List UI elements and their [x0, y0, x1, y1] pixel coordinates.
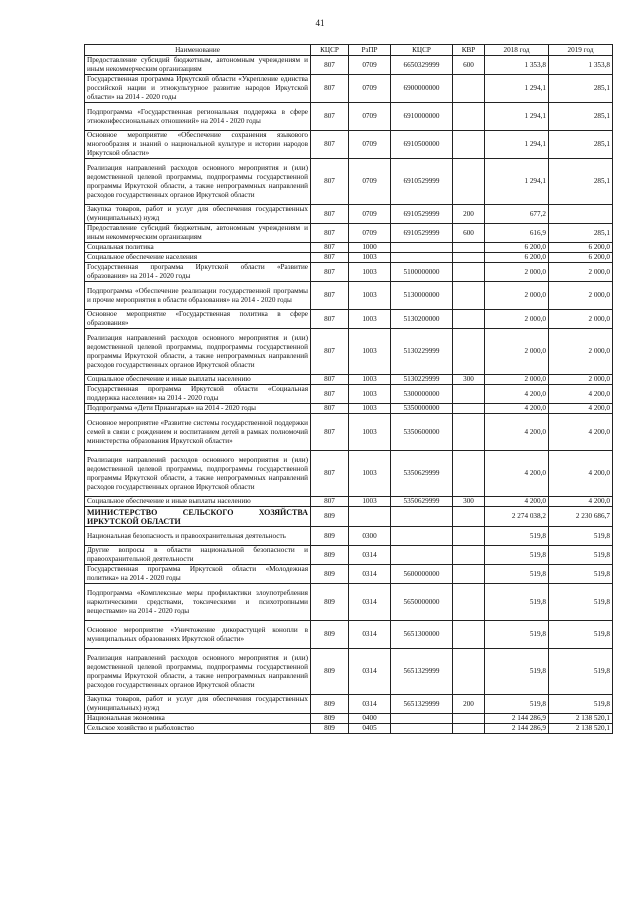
row-kvr — [453, 103, 485, 131]
row-2018-amount: 1 294,1 — [485, 103, 549, 131]
row-name: Подпрограмма «Обеспечение реализации государственной программы и прочие мероприятия в области образования» на 2014 - 2020 годы — [85, 282, 311, 310]
row-2018-amount: 2 000,0 — [485, 282, 549, 310]
page-number: 41 — [315, 18, 325, 28]
row-2019-amount: 519,8 — [549, 621, 613, 649]
row-rzpr: 0314 — [349, 546, 391, 565]
column-header-rzpr: РзПР — [349, 45, 391, 56]
row-name: Подпрограмма «Комплексные меры профилактики злоупотребления наркотическими средствами, токсическими и психотропными веществами» на 2014 - 2020 годы — [85, 584, 311, 621]
row-csr: 5300000000 — [391, 385, 453, 404]
row-csr: 6910500000 — [391, 131, 453, 159]
row-2019-amount: 6 200,0 — [549, 243, 613, 253]
row-kvr: 600 — [453, 224, 485, 243]
table-row — [85, 103, 613, 131]
row-kvr — [453, 404, 485, 414]
row-csr: 5650000000 — [391, 584, 453, 621]
row-rzpr: 0709 — [349, 75, 391, 103]
table-row — [85, 695, 613, 714]
row-kcsr: 807 — [311, 263, 349, 282]
row-2018-amount: 6 200,0 — [485, 253, 549, 263]
row-name: Государственная программа Иркутской области «Социальная поддержка населения» на 2014 - 2020 годы — [85, 385, 311, 404]
row-name: Реализация направлений расходов основного мероприятия и (или) ведомственной целевой программы, подпрограммы государственной программы Иркутской области, а также непрограммных направлений расходов государственных органов Иркутской области — [85, 451, 311, 497]
table-row — [85, 75, 613, 103]
row-csr: 5651329999 — [391, 649, 453, 695]
row-kvr — [453, 507, 485, 527]
row-rzpr: 0400 — [349, 714, 391, 724]
row-rzpr — [349, 507, 391, 527]
row-rzpr: 0709 — [349, 205, 391, 224]
row-kcsr: 807 — [311, 243, 349, 253]
row-kcsr: 809 — [311, 527, 349, 546]
row-kvr — [453, 621, 485, 649]
row-kcsr: 809 — [311, 714, 349, 724]
row-rzpr: 1003 — [349, 385, 391, 404]
row-kcsr: 809 — [311, 584, 349, 621]
row-2018-amount: 519,8 — [485, 695, 549, 714]
row-kvr: 200 — [453, 205, 485, 224]
row-2019-amount: 4 200,0 — [549, 404, 613, 414]
table-row — [85, 565, 613, 584]
row-rzpr: 0314 — [349, 695, 391, 714]
row-2018-amount: 4 200,0 — [485, 385, 549, 404]
row-2019-amount — [549, 205, 613, 224]
row-csr — [391, 507, 453, 527]
row-kcsr: 809 — [311, 695, 349, 714]
row-rzpr: 0709 — [349, 159, 391, 205]
table-row — [85, 414, 613, 451]
row-2018-amount: 519,8 — [485, 649, 549, 695]
row-csr: 5130229999 — [391, 375, 453, 385]
row-rzpr: 0314 — [349, 565, 391, 584]
table-row — [85, 329, 613, 375]
row-name: Сельское хозяйство и рыболовство — [85, 724, 311, 734]
row-name: Реализация направлений расходов основного мероприятия и (или) ведомственной целевой программы, подпрограммы государственной программы Иркутской области, а также непрограммных направлений расходов государственных органов Иркутской области — [85, 159, 311, 205]
row-rzpr: 0709 — [349, 224, 391, 243]
row-csr: 6910529999 — [391, 159, 453, 205]
row-2019-amount: 2 138 520,1 — [549, 724, 613, 734]
row-2018-amount: 1 294,1 — [485, 75, 549, 103]
row-name: Подпрограмма «Дети Приангарья» на 2014 - 2020 годы — [85, 404, 311, 414]
table-row — [85, 714, 613, 724]
row-name: Социальное обеспечение населения — [85, 253, 311, 263]
row-name: Основное мероприятие «Развитие системы государственной поддержки семей в связи с рождением и воспитанием детей в рамках полномочий министерства образования Иркутской области» — [85, 414, 311, 451]
row-2019-amount: 519,8 — [549, 649, 613, 695]
row-2018-amount: 2 000,0 — [485, 329, 549, 375]
table-row — [85, 205, 613, 224]
row-2019-amount: 2 000,0 — [549, 263, 613, 282]
row-kvr — [453, 724, 485, 734]
row-csr: 5350000000 — [391, 404, 453, 414]
table-row — [85, 263, 613, 282]
row-2018-amount: 4 200,0 — [485, 404, 549, 414]
row-csr: 6910529999 — [391, 205, 453, 224]
row-kcsr: 807 — [311, 385, 349, 404]
row-name: Государственная программа Иркутской области «Укрепление единства российской нации и этнокультурное развитие народов Иркутской области» на 2014 - 2020 годы — [85, 75, 311, 103]
row-kvr — [453, 714, 485, 724]
row-name: Основное мероприятие «Уничтожение дикорастущей конопли в муниципальных образованиях Иркутской области» — [85, 621, 311, 649]
row-csr: 5350600000 — [391, 414, 453, 451]
row-name: Другие вопросы в области национальной безопасности и правоохранительной деятельности — [85, 546, 311, 565]
row-csr — [391, 253, 453, 263]
row-2018-amount: 6 200,0 — [485, 243, 549, 253]
row-2019-amount: 2 138 520,1 — [549, 714, 613, 724]
row-kvr — [453, 451, 485, 497]
row-kcsr: 807 — [311, 404, 349, 414]
row-kvr — [453, 131, 485, 159]
row-2018-amount: 1 353,8 — [485, 56, 549, 75]
row-csr: 6910000000 — [391, 103, 453, 131]
row-2018-amount: 1 294,1 — [485, 159, 549, 205]
table-row — [85, 159, 613, 205]
table-row — [85, 527, 613, 546]
row-name: Социальное обеспечение и иные выплаты населению — [85, 497, 311, 507]
row-2018-amount: 4 200,0 — [485, 497, 549, 507]
row-2019-amount: 2 000,0 — [549, 375, 613, 385]
table-row — [85, 56, 613, 75]
row-kcsr: 807 — [311, 205, 349, 224]
row-csr: 5651300000 — [391, 621, 453, 649]
table-row — [85, 649, 613, 695]
table-row — [85, 224, 613, 243]
row-csr: 6650329999 — [391, 56, 453, 75]
row-rzpr: 1003 — [349, 497, 391, 507]
row-rzpr: 1003 — [349, 253, 391, 263]
row-name: Национальная экономика — [85, 714, 311, 724]
table-row — [85, 546, 613, 565]
row-name: Реализация направлений расходов основного мероприятия и (или) ведомственной целевой программы, подпрограммы государственной программы Иркутской области, а также непрограммных направлений расходов государственных органов Иркутской области — [85, 329, 311, 375]
column-header-csr: КЦСР — [391, 45, 453, 56]
row-kvr: 600 — [453, 56, 485, 75]
table-row — [85, 584, 613, 621]
row-kcsr: 807 — [311, 253, 349, 263]
row-rzpr: 0405 — [349, 724, 391, 734]
table-row — [85, 507, 613, 527]
row-kvr — [453, 565, 485, 584]
row-csr: 5130000000 — [391, 282, 453, 310]
row-name: МИНИСТЕРСТВО СЕЛЬСКОГО ХОЗЯЙСТВА ИРКУТСКОЙ ОБЛАСТИ — [85, 507, 311, 527]
column-header-2019: 2019 год — [549, 45, 613, 56]
row-name: Основное мероприятие «Государственная политика в сфере образования» — [85, 310, 311, 329]
row-name: Социальное обеспечение и иные выплаты населению — [85, 375, 311, 385]
row-rzpr: 1003 — [349, 282, 391, 310]
column-header-kvr: КВР — [453, 45, 485, 56]
row-2019-amount: 1 353,8 — [549, 56, 613, 75]
row-name: Предоставление субсидий бюджетным, автономным учреждениям и иным некоммерческим организациям — [85, 56, 311, 75]
row-2018-amount: 1 294,1 — [485, 131, 549, 159]
row-2019-amount: 285,1 — [549, 224, 613, 243]
row-csr: 5350629999 — [391, 497, 453, 507]
row-2018-amount: 2 000,0 — [485, 310, 549, 329]
row-csr — [391, 243, 453, 253]
row-2018-amount: 519,8 — [485, 527, 549, 546]
row-kcsr: 807 — [311, 451, 349, 497]
row-2018-amount: 2 274 038,2 — [485, 507, 549, 527]
row-2019-amount: 6 200,0 — [549, 253, 613, 263]
row-kvr — [453, 649, 485, 695]
row-rzpr: 1003 — [349, 263, 391, 282]
row-kcsr: 807 — [311, 282, 349, 310]
table-row — [85, 282, 613, 310]
row-name: Социальная политика — [85, 243, 311, 253]
row-kvr — [453, 75, 485, 103]
row-2019-amount: 519,8 — [549, 527, 613, 546]
row-rzpr: 1000 — [349, 243, 391, 253]
row-kcsr: 809 — [311, 546, 349, 565]
row-csr: 5600000000 — [391, 565, 453, 584]
row-kcsr: 807 — [311, 414, 349, 451]
row-csr — [391, 714, 453, 724]
row-2018-amount: 519,8 — [485, 565, 549, 584]
row-kcsr: 807 — [311, 103, 349, 131]
table-row — [85, 131, 613, 159]
row-kvr: 300 — [453, 497, 485, 507]
row-kcsr: 807 — [311, 375, 349, 385]
row-2018-amount: 2 000,0 — [485, 375, 549, 385]
row-csr: 6910529999 — [391, 224, 453, 243]
row-rzpr: 1003 — [349, 451, 391, 497]
table-row — [85, 497, 613, 507]
row-kcsr: 809 — [311, 724, 349, 734]
row-csr: 6900000000 — [391, 75, 453, 103]
row-csr — [391, 724, 453, 734]
row-2019-amount: 2 000,0 — [549, 329, 613, 375]
table-row — [85, 385, 613, 404]
row-name: Национальная безопасность и правоохранительная деятельность — [85, 527, 311, 546]
row-2018-amount: 519,8 — [485, 621, 549, 649]
row-2019-amount: 519,8 — [549, 584, 613, 621]
row-2019-amount: 285,1 — [549, 75, 613, 103]
row-kvr — [453, 414, 485, 451]
row-rzpr: 0709 — [349, 131, 391, 159]
row-rzpr: 0300 — [349, 527, 391, 546]
table-row — [85, 451, 613, 497]
row-kcsr: 807 — [311, 75, 349, 103]
row-rzpr: 1003 — [349, 329, 391, 375]
row-name: Основное мероприятие «Обеспечение сохранения языкового многообразия и знаний о национальной культуре и истории народов Иркутской области» — [85, 131, 311, 159]
row-2019-amount: 2 230 686,7 — [549, 507, 613, 527]
table-row — [85, 404, 613, 414]
row-kvr — [453, 546, 485, 565]
row-rzpr: 1003 — [349, 375, 391, 385]
row-2018-amount: 616,9 — [485, 224, 549, 243]
row-name: Закупка товаров, работ и услуг для обеспечения государственных (муниципальных) нужд — [85, 695, 311, 714]
table-header-row — [85, 45, 613, 56]
row-kvr — [453, 243, 485, 253]
row-csr: 5350629999 — [391, 451, 453, 497]
row-kcsr: 807 — [311, 56, 349, 75]
row-rzpr: 0314 — [349, 621, 391, 649]
row-rzpr: 1003 — [349, 414, 391, 451]
row-2019-amount: 285,1 — [549, 159, 613, 205]
row-2019-amount: 519,8 — [549, 695, 613, 714]
row-2018-amount: 2 144 286,9 — [485, 724, 549, 734]
table-row — [85, 724, 613, 734]
row-kcsr: 807 — [311, 329, 349, 375]
row-kvr — [453, 584, 485, 621]
column-header-name: Наименование — [85, 45, 311, 56]
row-kvr: 200 — [453, 695, 485, 714]
column-header-kcsr: КЦСР — [311, 45, 349, 56]
row-kcsr: 807 — [311, 224, 349, 243]
row-csr — [391, 546, 453, 565]
row-kcsr: 807 — [311, 310, 349, 329]
row-name: Государственная программа Иркутской области «Молодежная политика» на 2014 - 2020 годы — [85, 565, 311, 584]
row-rzpr: 1003 — [349, 404, 391, 414]
row-2019-amount: 4 200,0 — [549, 497, 613, 507]
table-row — [85, 621, 613, 649]
row-2019-amount: 4 200,0 — [549, 385, 613, 404]
row-name: Государственная программа Иркутской области «Развитие образования» на 2014 - 2020 годы — [85, 263, 311, 282]
row-name: Закупка товаров, работ и услуг для обеспечения государственных (муниципальных) нужд — [85, 205, 311, 224]
row-rzpr: 0709 — [349, 103, 391, 131]
row-name: Реализация направлений расходов основного мероприятия и (или) ведомственной целевой программы, подпрограммы государственной программы Иркутской области, а также непрограммных направлений расходов государственных органов Иркутской области — [85, 649, 311, 695]
row-2019-amount: 4 200,0 — [549, 451, 613, 497]
row-kvr — [453, 385, 485, 404]
row-2018-amount: 2 144 286,9 — [485, 714, 549, 724]
row-2019-amount: 2 000,0 — [549, 310, 613, 329]
row-csr: 5100000000 — [391, 263, 453, 282]
row-2018-amount: 677,2 — [485, 205, 549, 224]
row-kcsr: 809 — [311, 565, 349, 584]
row-2018-amount: 519,8 — [485, 584, 549, 621]
table-body — [85, 56, 613, 734]
row-kcsr: 809 — [311, 621, 349, 649]
row-2019-amount: 4 200,0 — [549, 414, 613, 451]
row-kcsr: 809 — [311, 507, 349, 527]
row-2018-amount: 4 200,0 — [485, 451, 549, 497]
row-2019-amount: 519,8 — [549, 546, 613, 565]
row-csr: 5130229999 — [391, 329, 453, 375]
budget-table — [84, 44, 613, 734]
row-kcsr: 807 — [311, 131, 349, 159]
column-header-2018: 2018 год — [485, 45, 549, 56]
table-row — [85, 243, 613, 253]
row-kvr — [453, 263, 485, 282]
row-name: Подпрограмма «Государственная региональная поддержка в сфере этноконфессиональных отношений» на 2014 - 2020 годы — [85, 103, 311, 131]
row-2019-amount: 285,1 — [549, 131, 613, 159]
row-kvr — [453, 527, 485, 546]
row-kvr — [453, 310, 485, 329]
row-rzpr: 0314 — [349, 649, 391, 695]
table-row — [85, 253, 613, 263]
row-2018-amount: 519,8 — [485, 546, 549, 565]
row-kvr — [453, 282, 485, 310]
row-2018-amount: 4 200,0 — [485, 414, 549, 451]
row-rzpr: 0314 — [349, 584, 391, 621]
row-2019-amount: 285,1 — [549, 103, 613, 131]
row-rzpr: 1003 — [349, 310, 391, 329]
table-row — [85, 310, 613, 329]
row-2019-amount: 2 000,0 — [549, 282, 613, 310]
row-kvr — [453, 159, 485, 205]
table-row — [85, 375, 613, 385]
row-2019-amount: 519,8 — [549, 565, 613, 584]
row-csr: 5651329999 — [391, 695, 453, 714]
row-kvr: 300 — [453, 375, 485, 385]
row-kcsr: 807 — [311, 159, 349, 205]
row-csr — [391, 527, 453, 546]
row-kvr — [453, 253, 485, 263]
row-csr: 5130200000 — [391, 310, 453, 329]
row-name: Предоставление субсидий бюджетным, автономным учреждениям и иным некоммерческим организациям — [85, 224, 311, 243]
row-kvr — [453, 329, 485, 375]
row-rzpr: 0709 — [349, 56, 391, 75]
row-kcsr: 807 — [311, 497, 349, 507]
row-2018-amount: 2 000,0 — [485, 263, 549, 282]
row-kcsr: 809 — [311, 649, 349, 695]
